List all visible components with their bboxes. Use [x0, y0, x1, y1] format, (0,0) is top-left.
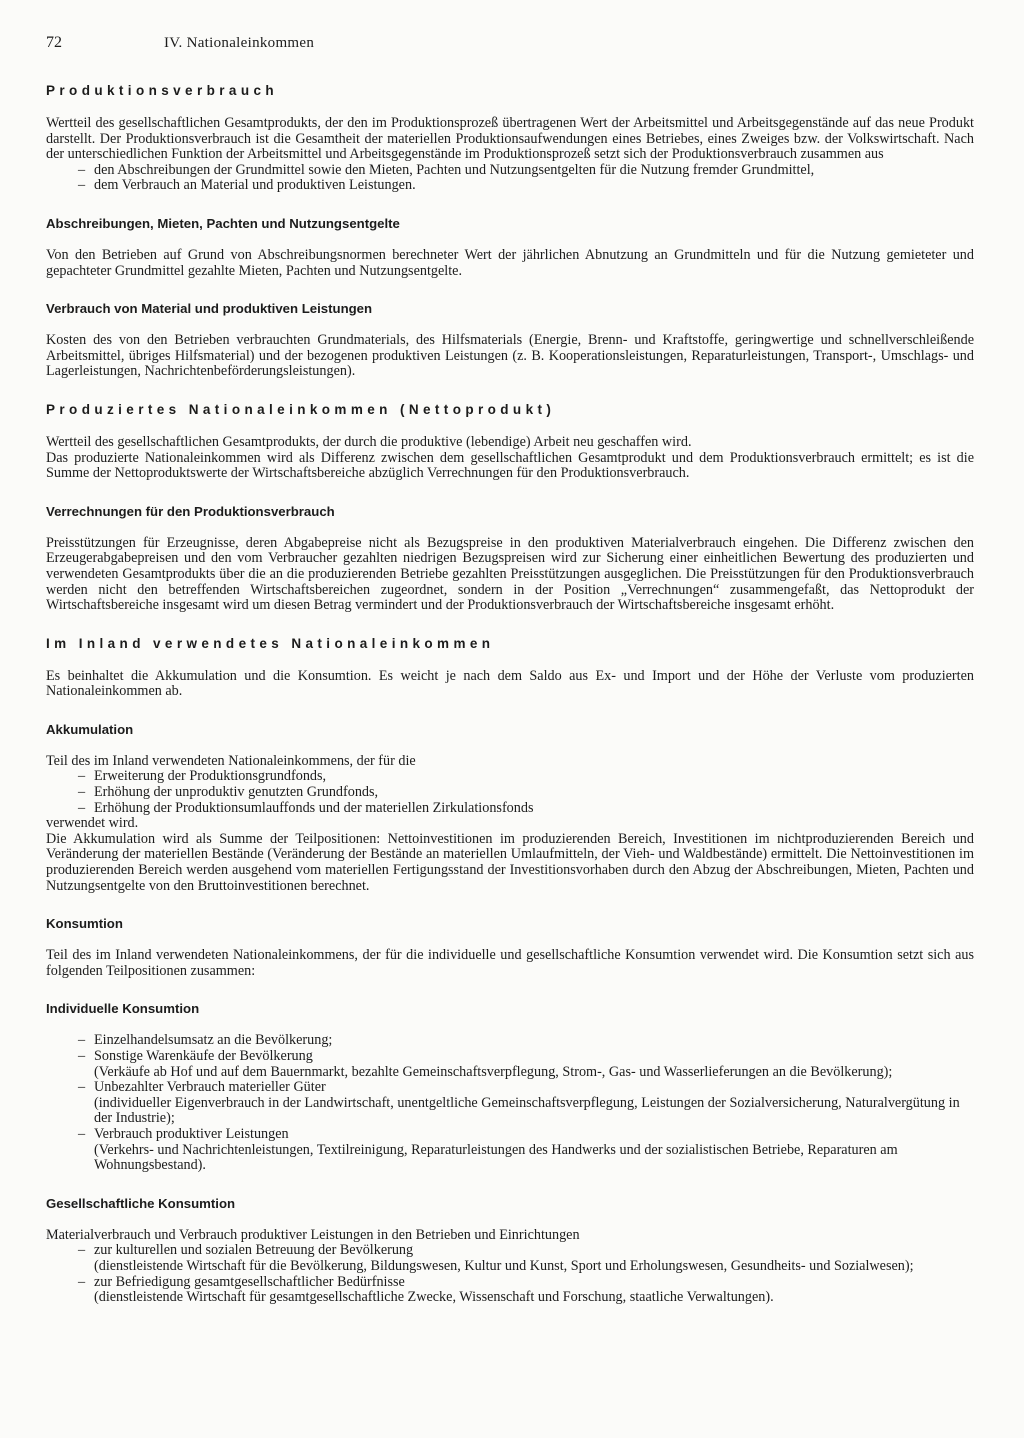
dash-list [46, 1033, 974, 1173]
list-item [78, 1243, 974, 1274]
paragraph: Wertteil des gesellschaftlichen Gesamtprodukts, der den im Produktionsprozeß übertragenen Wert der Arbeitsmittel und Arbeitsgegenstände auf das neue Produkt darstellt. Der Produktionsverbrauch ist die Gesamtheit der materiellen Produktionsaufwendungen eines Betriebes, eines Zweiges bzw. der Volkswirtschaft. Nach der unterschiedlichen Funktion der Arbeitsmittel und Arbeitsgegenstände im Produktionsprozeß setzt sich der Produktionsverbrauch zusammen aus [46, 115, 974, 163]
paragraph: Die Akkumulation wird als Summe der Teilpositionen: Nettoinvestitionen im produzierenden Bereich, Investitionen im nichtproduzierenden Bereich und Veränderung der materiellen Bestände (Veränderung der Bestände an materiellen Umlaufmitteln, der Vieh- und Waldbestände) ermittelt. Die Nettoinvestitionen im produzierenden Bereich werden ausgehend vom materiellen Fertigungsstand der Investitionsvorhaben durch den Abzug der Abschreibungen, Mieten, Pachten und Nutzungsentgelte von den Bruttoinvestitionen berechnet. [46, 830, 974, 894]
section-materialverbrauch [46, 301, 974, 380]
list-item [78, 1033, 974, 1049]
item-title: Sonstige Warenkäufe der Bevölkerung [94, 1048, 313, 1064]
section-heading: Individuelle Konsumtion [46, 1001, 200, 1017]
paragraph: Von den Betrieben auf Grund von Abschreibungsnormen berechneter Wert der jährlichen Abnutzung an Grundmitteln und für die Nutzung gemieteter und gepachteter Grundmittel gezahlte Mieten, Pachten und Nutzungsentgelte. [46, 246, 974, 279]
section-heading: Gesellschaftliche Konsumtion [46, 1195, 236, 1211]
list-item: – Erhöhung der Produktionsumlauffonds und der materiellen Zirkulationsfonds [78, 801, 974, 817]
section-heading: Produziertes Nationaleinkommen (Nettoprodukt) [46, 401, 556, 417]
item-title: zur kulturellen und sozialen Betreuung der Bevölkerung [94, 1242, 414, 1259]
section-heading: Verbrauch von Material und produktiven Leistungen [46, 301, 373, 317]
section-abschreibungen [46, 216, 974, 279]
chapter-title: IV. Nationaleinkommen [164, 35, 315, 51]
section-heading: Konsumtion [46, 916, 123, 932]
section-heading: Akkumulation [46, 721, 134, 737]
list-item: – dem Verbrauch an Material und produktiven Leistungen. [78, 178, 974, 194]
dash-list [46, 163, 974, 194]
section-heading: Abschreibungen, Mieten, Pachten und Nutzungsentgelte [46, 215, 400, 231]
paragraph: verwendet wird. [46, 815, 139, 832]
section-individuelle-konsumtion [46, 1001, 974, 1173]
section-akkumulation [46, 722, 974, 894]
list-item: – Erweiterung der Produktionsgrundfonds, [78, 769, 974, 785]
section-konsumtion [46, 916, 974, 979]
dash-list [46, 1243, 974, 1305]
item-title: Verbrauch produktiver Leistungen [94, 1125, 289, 1142]
list-item [78, 1049, 974, 1080]
paragraph: Das produzierte Nationaleinkommen wird als Differenz zwischen dem gesellschaftlichen Gesamtprodukt und dem Produktionsverbrauch ermittelt; es ist die Summe der Nettoproduktswerte der Wirtschaftsbereiche abzüglich Verrechnungen für den Produktionsverbrauch. [46, 449, 974, 482]
dash-list [46, 769, 974, 816]
paragraph: Teil des im Inland verwendeten Nationaleinkommens, der für die individuelle und gesellschaftliche Konsumtion verwendet wird. Die Konsumtion setzt sich aus folgenden Teilpositionen zusammen: [46, 947, 974, 979]
paragraph: Preisstützungen für Erzeugnisse, deren Abgabepreise nicht als Bezugspreise in den produktiven Materialverbrauch eingehen. Die Differenz zwischen den Erzeugerabgabepreisen und den vom Verbraucher gezahlten niedrigen Bezugspreisen wird zur Sicherung einer einheitlichen Bewertung des produzierten und verwendeten Gesamtprodukts über die an die produzierenden Betriebe gezahlten Preisstützungen ausgeglichen. Die Preisstützungen für den Produktionsverbrauch werden nicht den betreffenden Wirtschaftsbereichen zugeordnet, sondern in der Position „Verrechnungen“ zusammengefaßt, das Nettoprodukt der Wirtschaftsbereiche insgesamt wird um diesen Betrag vermindert und der Produktionsverbrauch der Wirtschaftsbereiche insgesamt erhöht. [46, 534, 974, 614]
item-detail: (dienstleistende Wirtschaft für die Bevölkerung, Bildungswesen, Kultur und Kunst, Sport und Erholungswesen, Gesundheits- und Sozialwesen); [94, 1257, 914, 1274]
item-detail: (dienstleistende Wirtschaft für gesamtgesellschaftliche Zwecke, Wissenschaft und Forschung, staatliche Verwaltungen). [94, 1289, 774, 1306]
list-item [78, 1127, 974, 1174]
section-produziertes-nationaleinkommen [46, 402, 974, 482]
list-item: – Erhöhung der unproduktiv genutzten Grundfonds, [78, 785, 974, 801]
paragraph: Es beinhaltet die Akkumulation und die Konsumtion. Es weicht je nach dem Saldo aus Ex- und Import und der Höhe der Verluste vom produzierten Nationaleinkommen ab. [46, 667, 974, 700]
section-gesellschaftliche-konsumtion [46, 1196, 974, 1306]
paragraph: Wertteil des gesellschaftlichen Gesamtprodukts, der durch die produktive (lebendige) Arbeit neu geschaffen wird. [46, 433, 692, 450]
list-item [78, 1275, 974, 1306]
list-item: – den Abschreibungen der Grundmittel sowie den Mieten, Pachten und Nutzungsentgelten für die Nutzung fremder Grundmittel, [78, 163, 974, 179]
paragraph: Materialverbrauch und Verbrauch produktiver Leistungen in den Betrieben und Einrichtungen [46, 1226, 580, 1243]
section-heading: Im Inland verwendetes Nationaleinkommen [46, 635, 495, 651]
section-verrechnungen [46, 504, 974, 614]
paragraph: Teil des im Inland verwendeten Nationaleinkommens, der für die [46, 752, 416, 769]
section-produktionsverbrauch [46, 83, 974, 194]
item-title: Unbezahlter Verbrauch materieller Güter [94, 1079, 326, 1096]
section-inland-verwendetes [46, 636, 974, 700]
item-title: Einzelhandelsumsatz an die Bevölkerung; [94, 1032, 333, 1049]
page-header [46, 34, 974, 52]
item-title: zur Befriedigung gesamtgesellschaftlicher Bedürfnisse [94, 1273, 405, 1290]
item-detail: (individueller Eigenverbrauch in der Landwirtschaft, unentgeltliche Gemeinschaftsverpflegung, Leistungen der Sozialversicherung, Naturalvergütung in der Industrie); [94, 1094, 960, 1127]
list-item [78, 1080, 974, 1127]
section-heading: Produktionsverbrauch [46, 83, 279, 98]
item-detail: (Verkehrs- und Nachrichtenleistungen, Textilreinigung, Reparaturleistungen des Handwerks und der sozialistischen Betriebe, Reparaturen am Wohnungsbestand). [94, 1141, 898, 1174]
paragraph: Kosten des von den Betrieben verbrauchten Grundmaterials, des Hilfsmaterials (Energie, Brenn- und Kraftstoffe, geringwertige und schnellverschleißende Arbeitsmittel, übriges Hilfsmaterial) und der bezogenen produktiven Leistungen (z. B. Kooperationsleistungen, Reparaturleistungen, Transport-, Umschlags- und Lagerleistungen, Nachrichtenbeförderungsleistungen). [46, 332, 974, 380]
page-number: 72 [46, 34, 62, 51]
item-detail: (Verkäufe ab Hof und auf dem Bauernmarkt, bezahlte Gemeinschaftsverpflegung, Strom-, Gas- und Wasserlieferungen an die Bevölkerung); [94, 1063, 893, 1080]
section-heading: Verrechnungen für den Produktionsverbrauch [46, 503, 335, 519]
